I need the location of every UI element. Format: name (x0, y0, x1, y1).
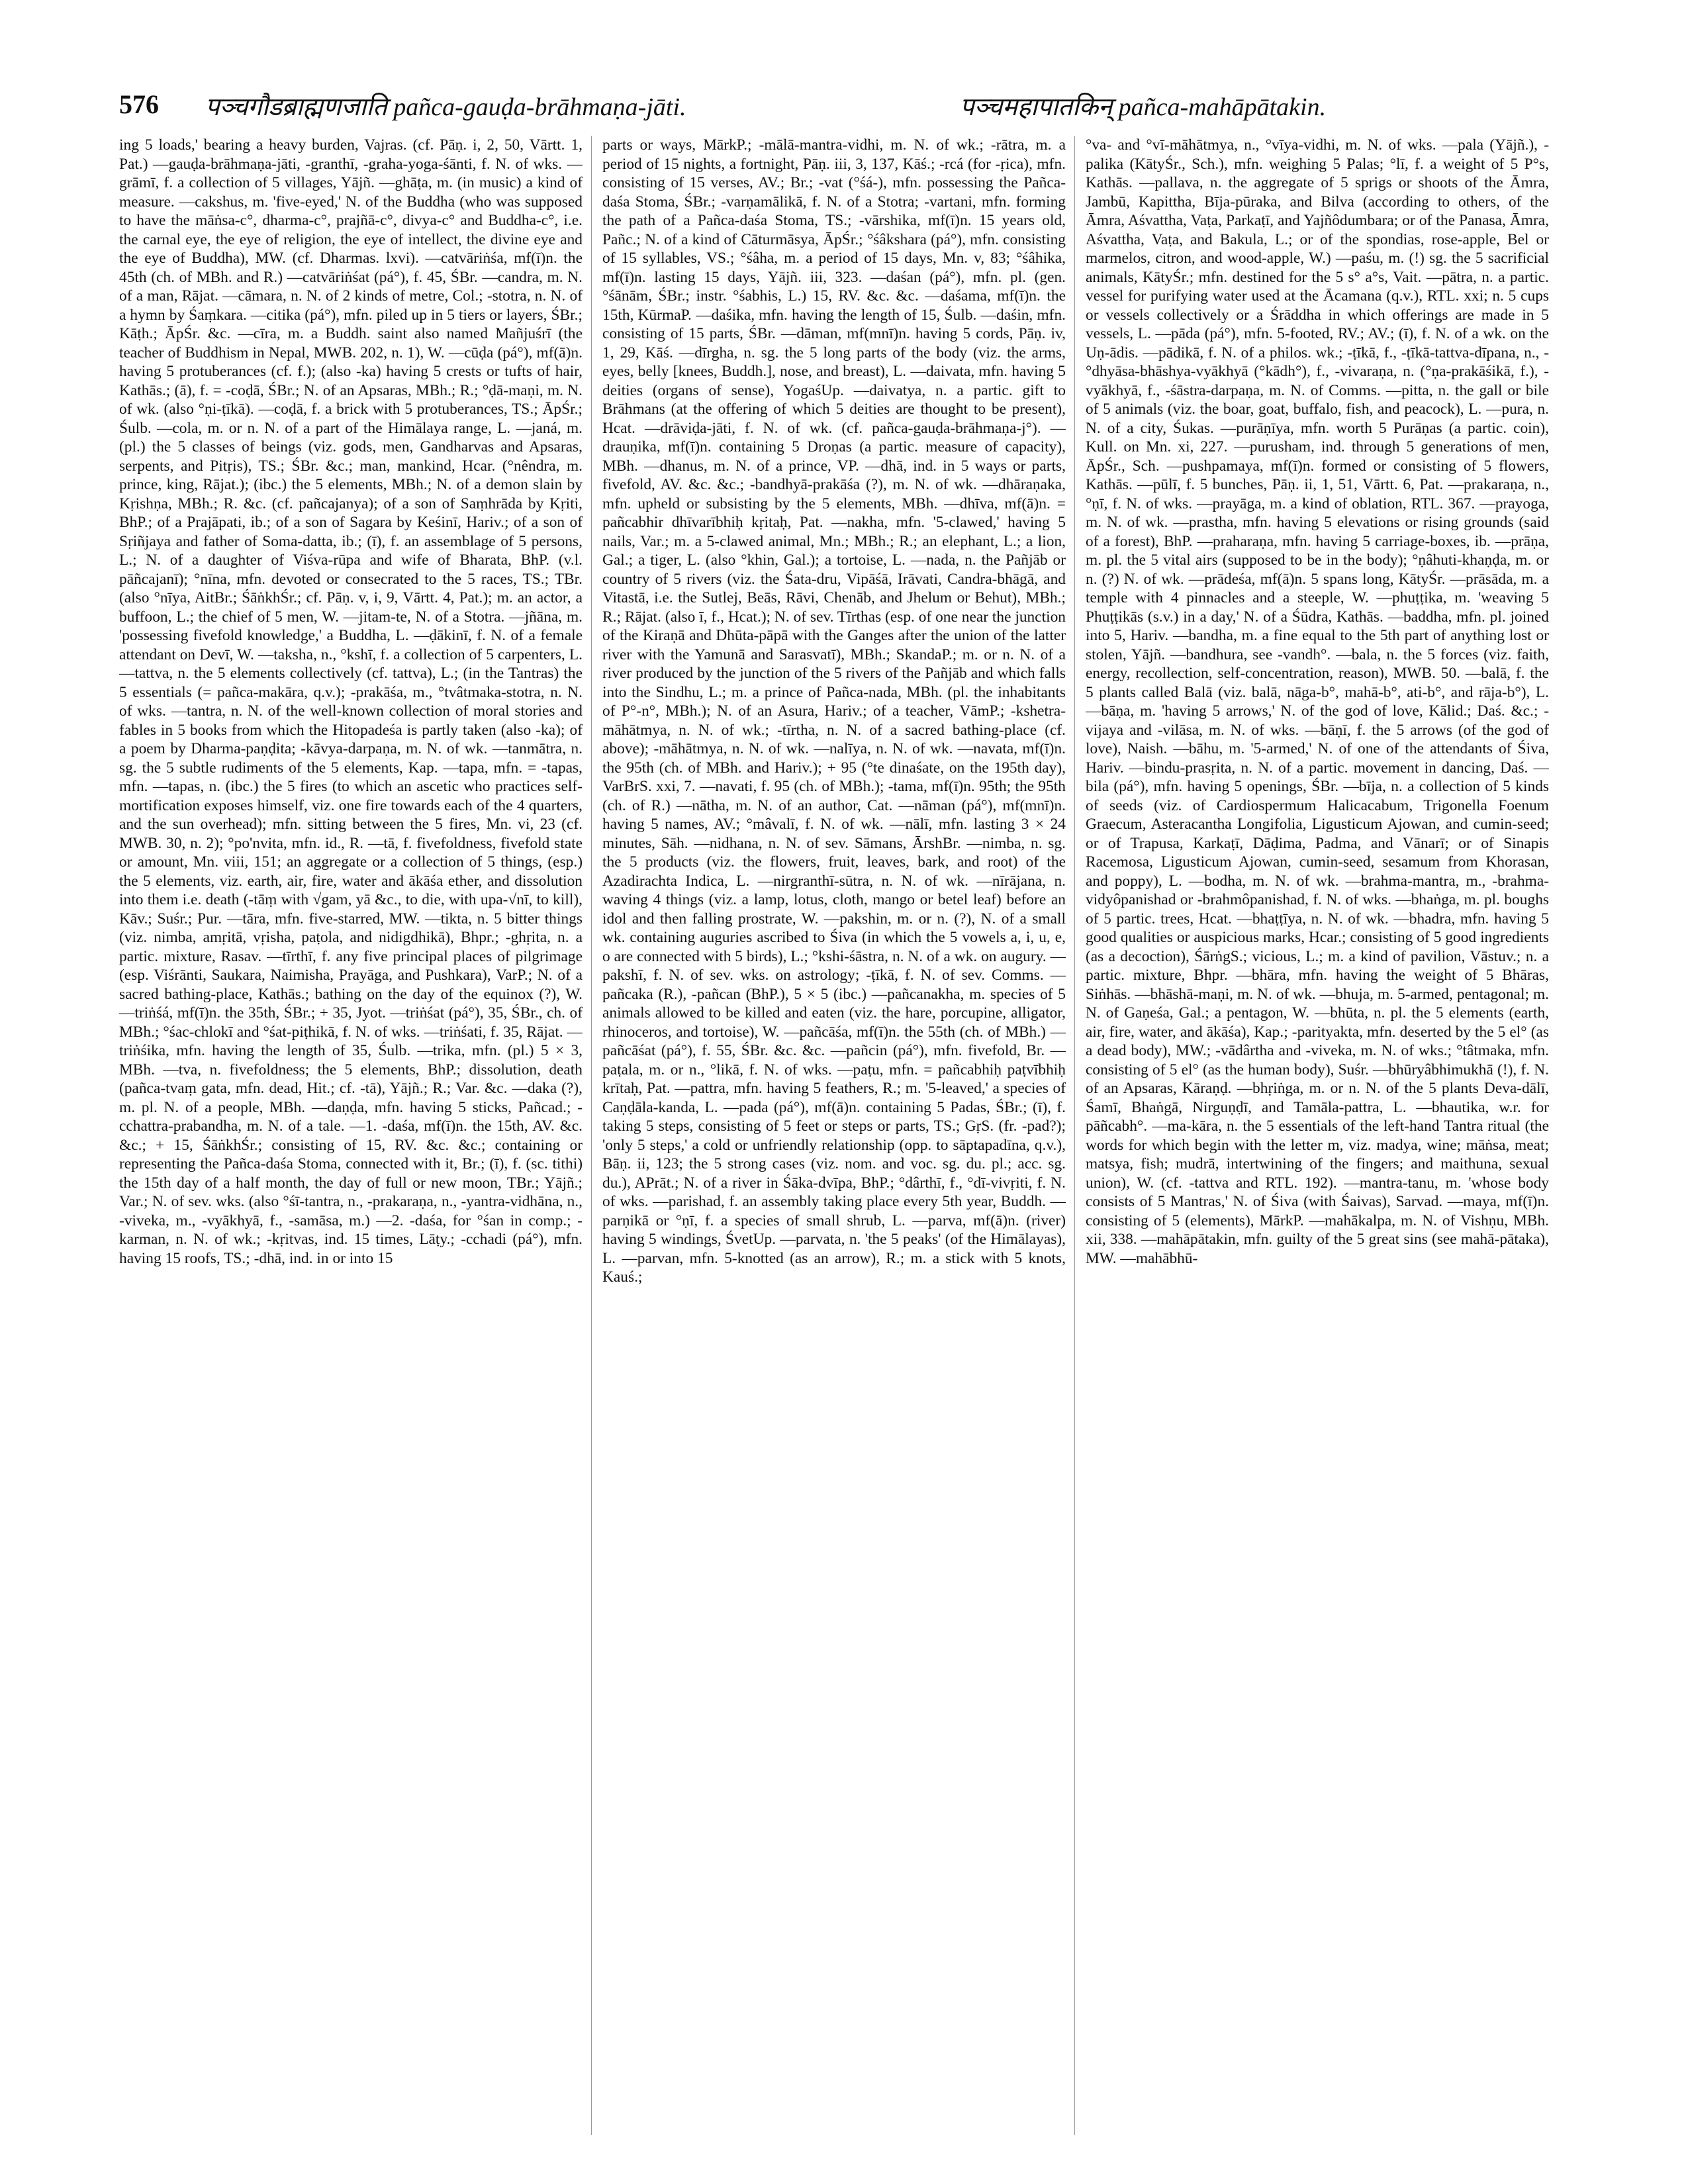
right-running-headword: पञ्चमहापातकिन् pañca-mahāpātakin. (960, 93, 1327, 121)
left-running-headword: पञ्चगौडब्राह्मणजाति pañca-gauḍa-brāhmaṇa-jāti. (205, 93, 686, 121)
column-divider (591, 136, 592, 2135)
column-divider (1074, 136, 1075, 2135)
dictionary-column-1: ing 5 loads,' bearing a heavy burden, Vajras. (cf. Pāṇ. i, 2, 50, Vārtt. 1, Pat.) —gauḍa-brāhmaṇa-jāti, -granthī, -graha-yoga-śānti, f. N. of wks. —grāmī, f. a collection of 5 villages, Yājñ. —ghāṭa, m. (in music) a kind of measure. —cakshus, m. 'five-eyed,' N. of the Buddha (who was supposed to have the māṅsa-c°, dharma-c°, prajñā-c°, divya-c° and Buddha-c°, i.e. the carnal eye, the eye of religion, the eye of intellect, the divine eye and the eye of Buddha), MW. (cf. Dharmas. lxvi). —catvāriṅśa, mf(ī)n. the 45th (ch. of MBh. and R.) —catvāriṅśat (pá°), f. 45, ŚBr. —candra, m. N. of a man, Rājat. —cāmara, n. N. of 2 kinds of metre, Col.; -stotra, n. N. of a hymn by Śaṃkara. —citika (pá°), mfn. piled up in 5 tiers or layers, ŚBr.; Kāṭh.; ĀpŚr. &c. —cīra, m. a Buddh. saint also named Mañjuśrī (the teacher of Buddhism in Nepal, MWB. 202, n. 1), W. —cūḍa (pá°), mf(ā)n. having 5 protuberances (cf. f.); (also -ka) having 5 crests or tufts of hair, Kathās.; (ā), f. = -coḍā, ŚBr.; N. of an Apsaras, MBh.; R.; °ḍā-maṇi, m. N. of wk. (also °ṇi-ṭīkā). —coḍā, f. a brick with 5 protuberances, TS.; ĀpŚr.; Śulb. —cola, m. or n. N. of a part of the Himālaya range, L. —janá, m. (pl.) the 5 classes of beings (viz. gods, men, Gandharvas and Apsaras, serpents, and Pitṛis), TS.; ŚBr. &c.; man, mankind, Hcar. (°nêndra, m. prince, king, Rājat.); (ibc.) the 5 elements, MBh.; N. of a demon slain by Kṛishṇa, MBh.; R. &c. (cf. pañcajanya); of a son of Saṃhrāda by Kṛiti, BhP.; of a Prajāpati, ib.; of a son of Sagara by Keśinī, Hariv.; of a son of Sṛiñjaya and father of Soma-datta, ib.; (ī), f. an assemblage of 5 persons, L.; N. of a daughter of Viśva-rūpa and wife of Bharata, BhP. (v.l. pāñcajanī); °nīna, mfn. devoted or consecrated to the 5 races, TS.; TBr. (also °nīya, AitBr.; ŚāṅkhŚr.; cf. Pāṇ. v, i, 9, Vārtt. 4, Pat.); m. an actor, a buffoon, L.; the chief of 5 men, W. —jitam-te, N. of a Stotra. —jñāna, m. 'possessing fivefold knowledge,' a Buddha, L. —ḍākinī, f. N. of a female attendant on Devī, W. —taksha, n., °kshī, f. a collection of 5 carpenters, L. —tattva, n. the 5 elements collectively (cf. tattva), L.; (in the Tantras) the 5 essentials (= pañca-makāra, q.v.); -prakāśa, m., °tvâtmaka-stotra, n. N. of wks. —tantra, n. N. of the well-known collection of moral stories and fables in 5 books from which the Hitopadeśa is partly taken (also -ka); of a poem by Dharma-paṇḍita; -kāvya-darpaṇa, m. N. of wk. —tanmātra, n. sg. the 5 subtle rudiments of the 5 elements, Kap. —tapa, mfn. = -tapas, mfn. —tapas, n. (ibc.) the 5 fires (to which an ascetic who practices self-mortification exposes himself, viz. one fire towards each of the 4 quarters, and the sun overhead); mfn. sitting between the 5 fires, Mn. vi, 23 (cf. MWB. 30, n. 2); °po'nvita, mfn. id., R. —tā, f. fivefoldness, fivefold state or amount, Mn. viii, 151; an aggregate or a collection of 5 things, (esp.) the 5 elements, viz. earth, air, fire, water and ākāśa ether, and dissolution into them i.e. death (-tāṃ with √gam, yā &c., to die, with upa-√nī, to kill), Kāv.; Suśr.; Pur. —tāra, mfn. five-starred, MW. —tikta, n. 5 bitter things (viz. nimba, amṛitā, vṛisha, paṭola, and nidigdhikā), Bhpr.; -ghṛita, n. a partic. mixture, Rasav. —tīrthī, f. any five principal places of pilgrimage (esp. Viśrānti, Saukara, Naimisha, Prayāga, and Pushkara), VarP.; N. of a sacred bathing-place, Kathās.; bathing on the day of the equinox (?), W. —triṅśá, mf(ī)n. the 35th, ŚBr.; + 35, Jyot. —triṅśat (pá°), 35, ŚBr., ch. of MBh.; °śac-chlokī and °śat-piṭhikā, f. N. of wks. —triṅśati, f. 35, Rājat. —triṅśika, mfn. having the length of 35, Śulb. —trika, mfn. (pl.) 5 × 3, MBh. —tva, n. fivefoldness; the 5 elements, BhP.; dissolution, death (pañca-tvaṃ gata, mfn. dead, Hit.; cf. -tā), Yājñ.; R.; Var. &c. —daka (?), m. pl. N. of a people, MBh. —daṇḍa, mfn. having 5 sticks, Pañcad.; -cchattra-prabandha, m. N. of a tale. —1. -daśa, mf(ī)n. the 15th, AV. &c. &c.; + 15, ŚāṅkhŚr.; consisting of 15, RV. &c. &c.; containing or representing the Pañca-daśa Stoma, connected with it, Br.; (ī), f. (sc. tithi) the 15th day of a half month, the day of full or new moon, TBr.; Yājñ.; Var.; N. of sev. wks. (also °śī-tantra, n., -prakaraṇa, n., -yantra-vidhāna, n., -viveka, m., -vyākhyā, f., -samāsa, m.) —2. -daśa, for °śan in comp.; -karman, n. N. of wk.; -kṛitvas, ind. 15 times, Lāṭy.; -cchadi (pá°), mfn. having 15 roofs, TS.; -dhā, ind. in or into 15 (119, 136, 583, 1267)
page-number: 576 (119, 89, 159, 119)
dictionary-column-2: parts or ways, MārkP.; -mālā-mantra-vidhi, m. N. of wk.; -rātra, m. a period of 15 nights, a fortnight, Pāṇ. iii, 3, 137, Kāś.; -rcá (for -ṛica), mfn. consisting of 15 verses, AV.; Br.; -vat (°śá-), mfn. possessing the Pañca-daśa Stoma, ŚBr.; -varṇamālikā, f. N. of a Stotra; -vartani, mfn. forming the path of a Pañca-daśa Stoma, TS.; -vārshika, mf(ī)n. 15 years old, Pañc.; N. of a kind of Cāturmāsya, ĀpŚr.; °śâkshara (pá°), mfn. consisting of 15 syllables, VS.; °śâha, m. a period of 15 days, Mn. v, 83; °śâhika, mf(ī)n. lasting 15 days, Yājñ. iii, 323. —daśan (pá°), mfn. pl. (gen. °śānām, ŚBr.; instr. °śabhis, L.) 15, RV. &c. &c. —daśama, mf(ī)n. the 15th, KūrmaP. —daśika, mfn. having the length of 15, Śulb. —daśin, mfn. consisting of 15 parts, ŚBr. —dāman, mf(mnī)n. having 5 cords, Pāṇ. iv, 1, 29, Kāś. —dīrgha, n. sg. the 5 long parts of the body (viz. the arms, eyes, belly [knees, Buddh.], nose, and breast), L. —daivata, mfn. having 5 deities (organs of sense), YogaśUp. —daivatya, n. a partic. gift to Brāhmans (at the offering of which 5 deities are thought to be present), Hcat. —drāviḍa-jāti, f. N. of wk. (cf. pañca-gauḍa-brāhmaṇa-j°). —drauṇika, mf(ī)n. containing 5 Droṇas (a partic. measure of capacity), MBh. —dhanus, m. N. of a prince, VP. —dhā, ind. in 5 ways or parts, fivefold, AV. &c. &c.; -bandhyā-prakāśa (?), m. N. of wk. —dhāraṇaka, mfn. upheld or subsisting by the 5 elements, MBh. —dhīva, mf(ā)n. = pañcabhir dhīvarībhiḥ kṛitaḥ, Pat. —nakha, mfn. '5-clawed,' having 5 nails, Var.; m. a 5-clawed animal, Mn.; MBh.; R.; an elephant, L.; a lion, Gal.; a tiger, L. (also °khin, Gal.); a tortoise, L. —nada, n. the Pañjāb or country of 5 rivers (viz. the Śata-dru, Vipāśā, Irāvati, Candra-bhāgā, and Vitastā, i.e. the Sutlej, Beās, Rāvi, Chenāb, and Jhelum or Behut), MBh.; R.; Rājat. (also ī, f., Hcat.); N. of sev. Tīrthas (esp. of one near the junction of the Kiraṇā and Dhūta-pāpā with the Ganges after the union of the latter river with the Yamunā and Sarasvatī), MBh.; SkandaP.; m. or n. N. of a river produced by the junction of the 5 rivers of the Pañjāb and which falls into the Sindhu, L.; m. a prince of Pañca-nada, MBh. (pl. the inhabitants of P°-n°, MBh.); N. of an Asura, Hariv.; of a teacher, VāmP.; -kshetra-māhātmya, n. N. of wk.; -tīrtha, n. N. of a sacred bathing-place (cf. above); -māhātmya, n. N. of wk. —nalīya, n. N. of wk. —navata, mf(ī)n. the 95th (ch. of MBh. and Hariv.); + 95 (°te dinaśate, on the 195th day), VarBrS. xxi, 7. —navati, f. 95 (ch. of MBh.); -tama, mf(ī)n. 95th; the 95th (ch. of R.) —nātha, m. N. of an author, Cat. —nāman (pá°), mf(mnī)n. having 5 names, AV.; °mâvalī, f. N. of wk. —nālī, mfn. lasting 3 × 24 minutes, Sāh. —nidhana, n. N. of sev. Sāmans, ĀrshBr. —nimba, n. sg. the 5 products (viz. the flowers, fruit, leaves, bark, and root) of the Azadirachta Indica, L. —nirgranthī-sūtra, n. N. of wk. —nīrājana, n. waving 4 things (viz. a lamp, lotus, cloth, mango or betel leaf) before an idol and then falling prostrate, W. —pakshin, m. or n. (?), N. of a small wk. containing auguries ascribed to Śiva (in which the 5 vowels a, i, u, e, o are connected with 5 birds), L.; °kshi-śāstra, n. N. of a wk. on augury. —pakshī, f. N. of sev. wks. on astrology; -ṭīkā, f. N. of sev. Comms. —pañcaka (R.), -pañcan (BhP.), 5 × 5 (ibc.) —pañcanakha, m. species of 5 animals allowed to be killed and eaten (viz. the hare, porcupine, alligator, rhinoceros, and tortoise), W. —pañcāśa, mf(ī)n. the 55th (ch. of MBh.) —pañcāśat (pá°), f. 55, ŚBr. &c. &c. —pañcin (pá°), mfn. fivefold, Br. —paṭala, m. or n., °likā, f. N. of wks. —paṭu, mfn. = pañcabhiḥ paṭvībhiḥ krītaḥ, Pat. —pattra, mfn. having 5 feathers, R.; m. '5-leaved,' a species of Caṇḍāla-kanda, L. —pada (pá°), mf(ā)n. containing 5 Padas, ŚBr.; (ī), f. taking 5 steps, consisting of 5 feet or steps or parts, TS.; GṛS. (fr. -pad?); 'only 5 steps,' a cold or unfriendly relationship (opp. to sāptapadīna, q.v.), Bāṇ. ii, 123; the 5 strong cases (viz. nom. and voc. sg. du. pl.; acc. sg. du.), APrāt.; N. of a river in Śāka-dvīpa, BhP.; °dârthī, f., °dī-vivṛiti, f. N. of wks. —parishad, f. an assembly taking place every 5th year, Buddh. —parṇikā or °ṇī, f. a species of small shrub, L. —parva, mf(ā)n. (river) having 5 windings, ŚvetUp. —parvata, n. 'the 5 peaks' (of the Himālayas), L. —parvan, mfn. 5-knotted (as an arrow), R.; m. a stick with 5 knots, Kauś.; (602, 136, 1066, 1286)
dictionary-column-3: °va- and °vī-māhātmya, n., °vīya-vidhi, m. N. of wks. —pala (Yājñ.), -palika (KātyŚr., Sch.), mfn. weighing 5 Palas; °lī, f. a weight of 5 P°s, Kathās. —pallava, n. the aggregate of 5 sprigs or shoots of the Āmra, Jambū, Kapittha, Bīja-pūraka, and Bilva (according to others, of the Āmra, Aśvattha, Vaṭa, Parkaṭī, and Yajñôdumbara; or of the Panasa, Āmra, Aśvattha, Vaṭa, and Bakula, L.; or of the spondias, rose-apple, Bel or marmelos, citron, and wood-apple, W.) —paśu, m. (!) sg. the 5 sacrificial animals, KātyŚr.; mfn. destined for the 5 s° a°s, Vait. —pātra, n. a partic. vessel for purifying water used at the Ācamana (q.v.), RTL. xxi; n. 5 cups or vessels collectively or a Śrāddha in which offerings are made in 5 vessels, L. —pāda (pá°), mfn. 5-footed, RV.; AV.; (ī), f. N. of a wk. on the Uṇ-ādis. —pādikā, f. N. of a philos. wk.; -ṭīkā, f., -ṭīkā-tattva-dīpana, n., -°dhyāsa-bhāshya-vyākhyā (°kādh°), f., -vivaraṇa, n. (°ṇa-prakāśikā, f.), -vyākhyā, f., -śāstra-darpaṇa, m. N. of Comms. —pitta, n. the gall or bile of 5 animals (viz. the boar, goat, buffalo, fish, and peacock), L. —pura, n. N. of a city, Śukas. —purāṇīya, mfn. worth 5 Purāṇas (a partic. coin), Kull. on Mn. xi, 227. —purusham, ind. through 5 generations of men, ĀpŚr., Sch. —pushpamaya, mf(ī)n. formed or consisting of 5 flowers, Kathās. —pūlī, f. 5 bunches, Pāṇ. ii, 1, 51, Vārtt. 6, Pat. —prakaraṇa, n., °ṇī, f. N. of wks. —prayāga, m. a kind of oblation, RTL. 367. —prayoga, m. N. of wk. —prastha, mfn. having 5 elevations or rising grounds (said of a forest), BhP. —praharaṇa, mfn. having 5 carriage-boxes, ib. —prāṇa, m. pl. the 5 vital airs (supposed to be in the body); °ṇâhuti-khaṇḍa, m. or n. (?) N. of wk. —prādeśa, mf(ā)n. 5 spans long, KātyŚr. —prāsāda, m. a temple with 4 pinnacles and a steeple, W. —phuṭṭika, m. 'weaving 5 Phuṭṭikās (s.v.) in a day,' N. of a Śūdra, Kathās. —baddha, mfn. pl. joined into 5, Hariv. —bandha, m. a fine equal to the 5th part of anything lost or stolen, Yājñ. —bandhura, see -vandh°. —bala, n. the 5 forces (viz. faith, energy, recollection, self-concentration, reason), MWB. 50. —balā, f. the 5 plants called Balā (viz. balā, nāga-b°, mahā-b°, ati-b°, and rāja-b°), L. —bāṇa, m. 'having 5 arrows,' N. of the god of love, Kālid.; Daś. &c.; -vijaya and -vilāsa, m. N. of wks. —bāṇī, f. the 5 arrows (of the god of love), Naish. —bāhu, m. '5-armed,' N. of one of the attendants of Śiva, Hariv. —bindu-prasṛita, n. N. of a partic. movement in dancing, Daś. —bila (pá°), mfn. having 5 openings, ŚBr. —bīja, n. a collection of 5 kinds of seeds (viz. of Cardiospermum Halicacabum, Trigonella Foenum Graecum, Asteracantha Longifolia, Ligusticum Ajowan, and cumin-seed; or of Trapusa, Karkaṭī, Dāḍima, Padma, and Vānarī; or of Sinapis Racemosa, Ligusticum Ajowan, cumin-seed, sesamum from Khorasan, and poppy), L. —bodha, m. N. of wk. —brahma-mantra, m., -brahma-vidyôpanishad or -brahmôpanishad, f. N. of wks. —bhaṅga, m. pl. boughs of 5 partic. trees, Hcat. —bhaṭṭīya, n. N. of wk. —bhadra, mfn. having 5 good qualities or auspicious marks, Hcar.; consisting of 5 good ingredients (as a decoction), ŚārṅgS.; vicious, L.; m. a kind of pavilion, Vāstuv.; n. a partic. mixture, Bhpr. —bhāra, mfn. having the weight of 5 Bhāras, Siṅhās. —bhāshā-maṇi, m. N. of wk. —bhuja, m. 5-armed, pentagonal; m. N. of Gaṇeśa, Gal.; a pentagon, W. —bhūta, n. pl. the 5 elements (earth, air, fire, water, and ākāśa), Kap.; -parityakta, mfn. deserted by the 5 el° (as a dead body), MW.; -vādârtha and -viveka, m. N. of wks.; °tâtmaka, mfn. consisting of 5 el° (as the human body), Suśr. —bhūryâbhimukhā (!), f. N. of an Apsaras, Kāraṇḍ. —bhṛiṅga, m. or n. N. of the 5 plants Deva-dālī, Śamī, Bhaṅgā, Nirguṇḍī, and Tamāla-pattra, L. —bhautika, w.r. for pāñcabh°. —ma-kāra, n. the 5 essentials of the left-hand Tantra ritual (the words for which begin with the letter m, viz. madya, wine; māṅsa, meat; matsya, fish; mudrā, intertwining of the fingers; and maithuna, sexual union), W. (cf. -tattva and RTL. 192). —mantra-tanu, m. 'whose body consists of 5 Mantras,' N. of Śiva (with Śaivas), Sarvad. —maya, mf(ī)n. consisting of 5 (elements), MārkP. —mahākalpa, m. N. of Vishṇu, MBh. xii, 338. —mahāpātakin, mfn. guilty of the 5 great sins (see mahā-pātaka), MW. —mahābhū- (1086, 136, 1549, 1267)
page-header (119, 85, 1602, 131)
